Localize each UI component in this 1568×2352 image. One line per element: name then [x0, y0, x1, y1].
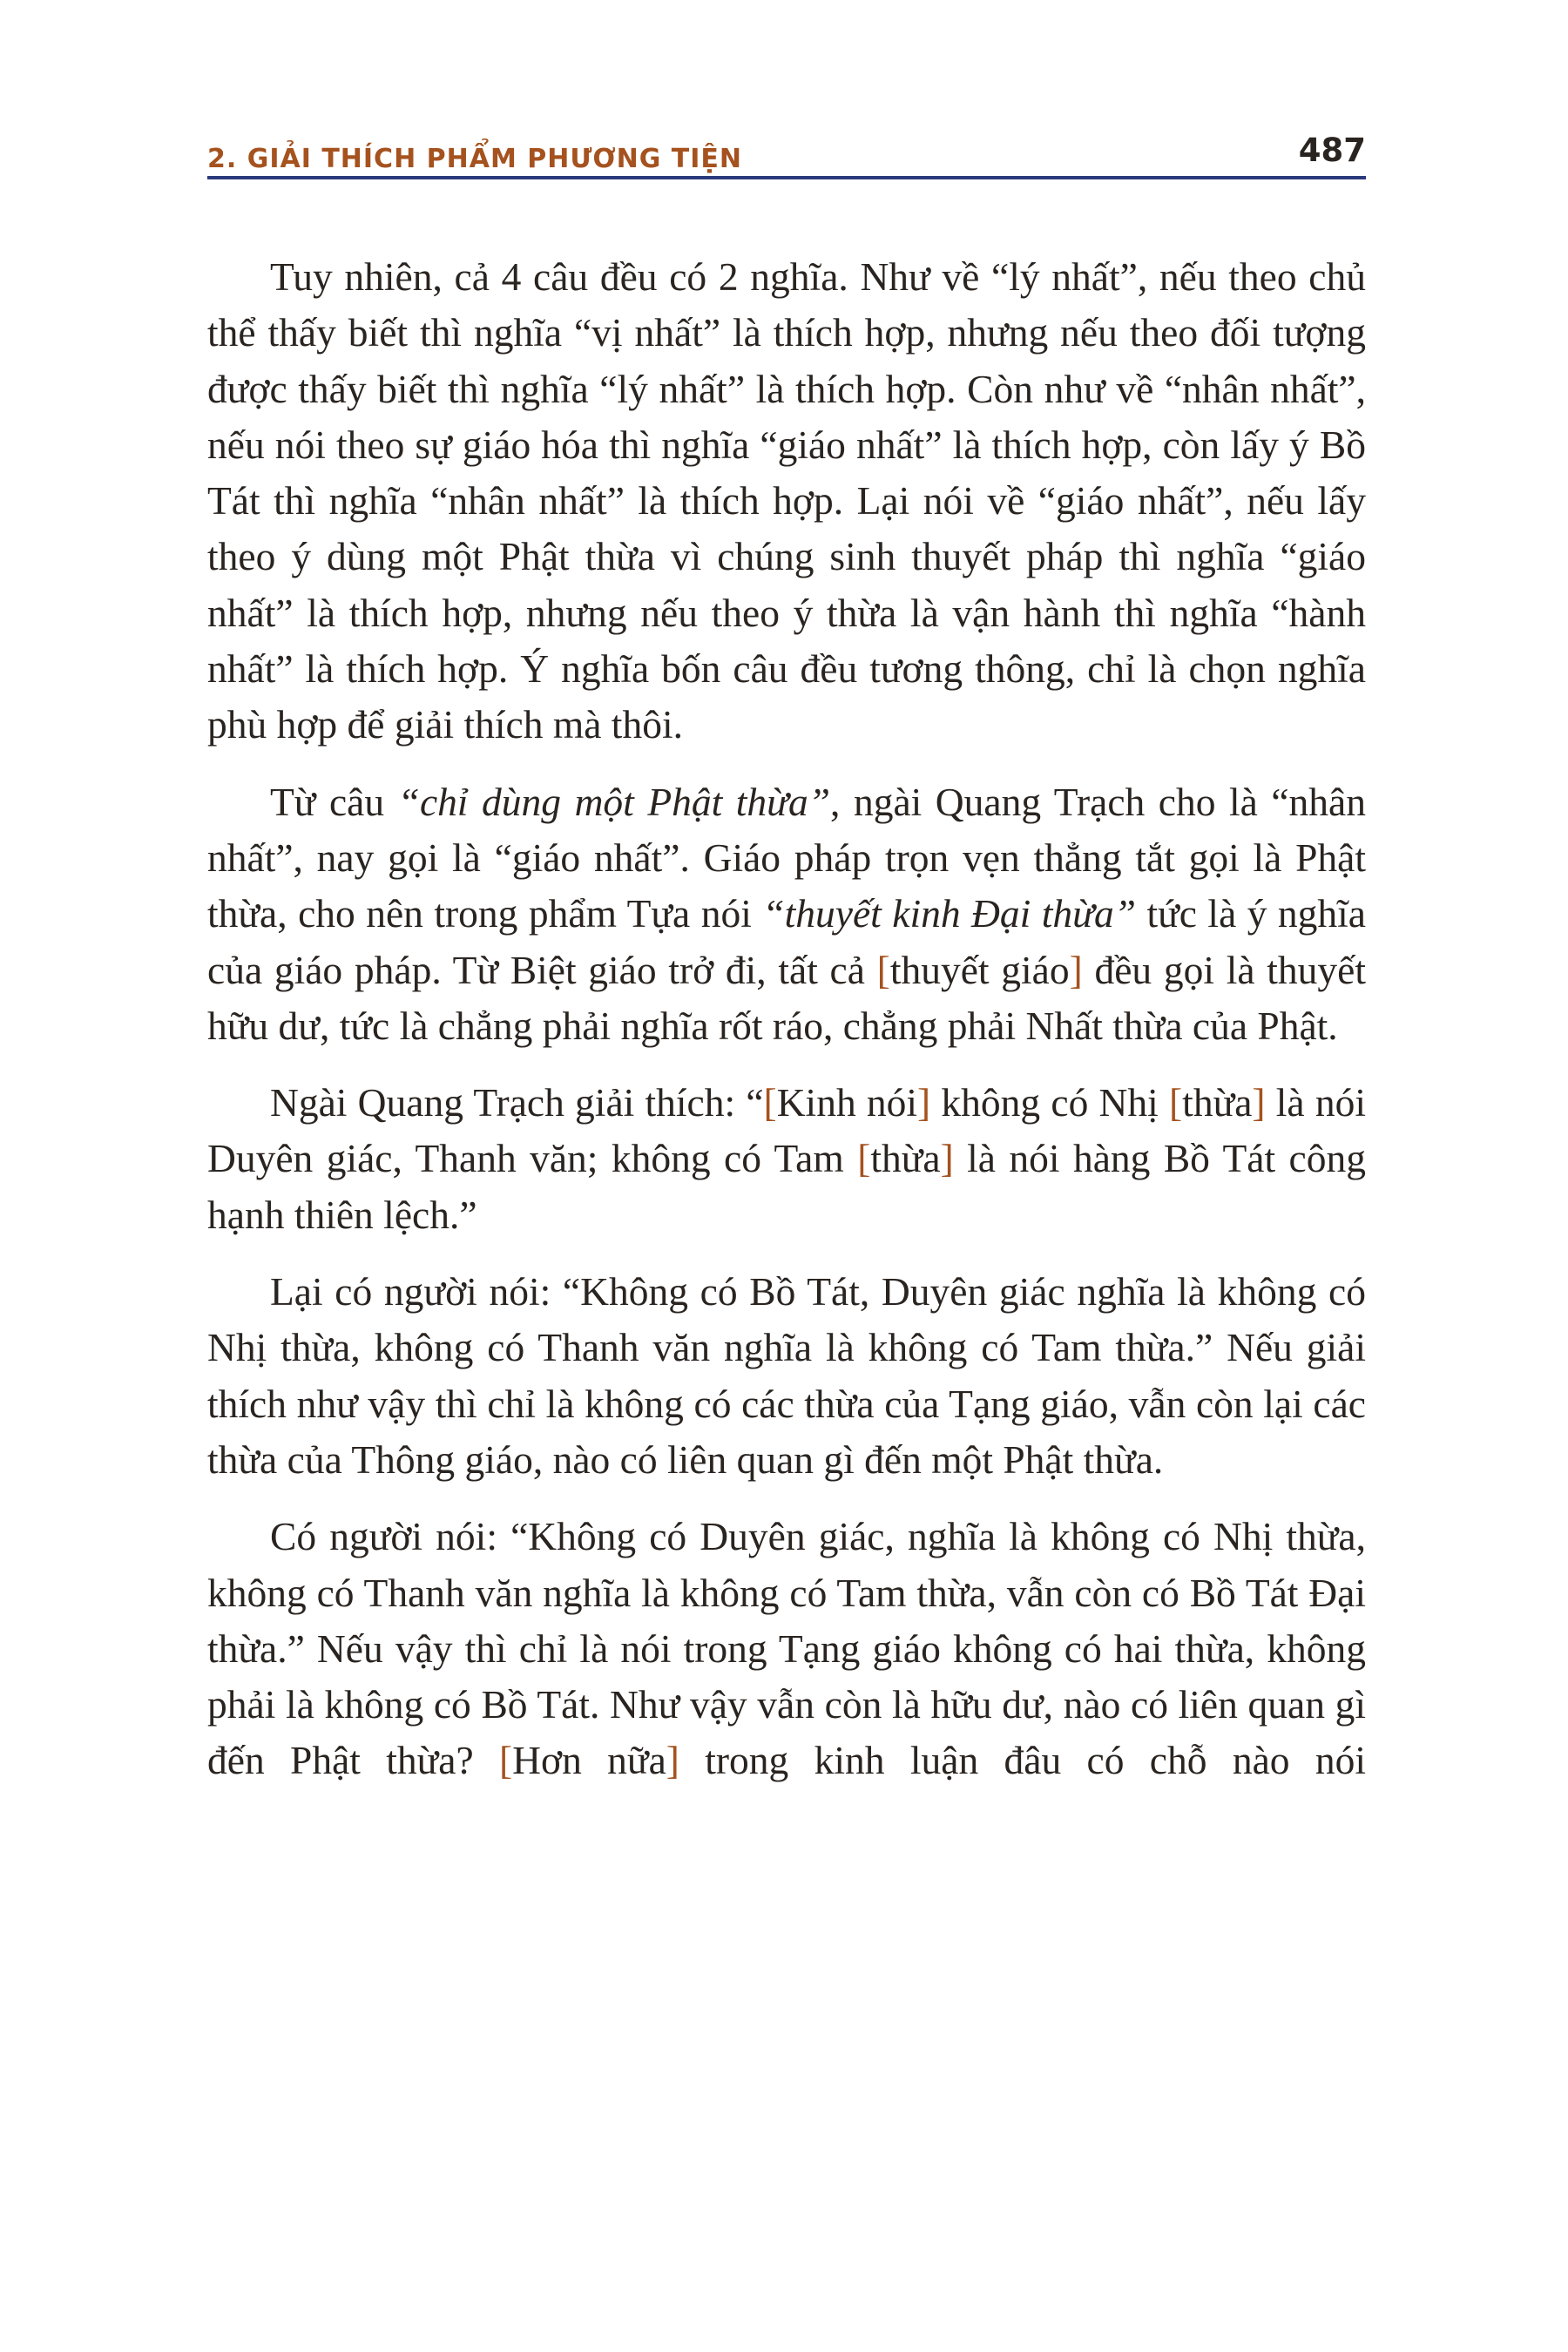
text-segment: Hơn nữa [512, 1738, 666, 1783]
header-rule [207, 176, 1366, 179]
chapter-title: 2. GIẢI THÍCH PHẨM PHƯƠNG TIỆN [207, 144, 743, 174]
body-text [207, 249, 1366, 1810]
editorial-bracket: ] [1069, 947, 1083, 992]
text-segment: thuyết giáo [889, 947, 1070, 992]
text-segment: Từ câu [270, 779, 398, 824]
text-segment: Lại có người nói: “Không có Bồ Tát, Duyên giác nghĩa là không có Nhị thừa, không có Thanh văn nghĩa là không có Tam thừa.” Nếu giải thích như vậy thì chỉ là không có các thừa của Tạng giáo, vẫn còn lại các thừa của Thông giáo, nào có liên quan gì đến một Phật thừa. [207, 1269, 1366, 1482]
text-segment: không có Nhị [930, 1080, 1170, 1125]
text-segment: Có người nói: “Không có Duyên giác, nghĩa là không có Nhị thừa, không có Thanh văn nghĩa là không có Tam thừa, vẫn còn có Bồ Tát Đại thừa.” Nếu vậy thì chỉ là nói trong Tạng giáo không có hai thừa, không phải là không có Bồ Tát. Như vậy vẫn còn là hữu dư, nào có liên quan gì đến Phật thừa? [207, 1514, 1366, 1783]
editorial-bracket: ] [917, 1080, 931, 1125]
editorial-bracket: [ [499, 1738, 513, 1783]
paragraph [207, 774, 1366, 1054]
text-segment: tức là ý nghĩa của giáo pháp. Từ Biệt giáo trở đi, tất cả [207, 891, 1367, 992]
text-segment: trong kinh luận đâu có chỗ nào nói [679, 1738, 1366, 1783]
editorial-bracket: [ [876, 947, 890, 992]
paragraph [207, 1075, 1366, 1243]
running-header [207, 127, 1366, 179]
editorial-bracket: ] [666, 1738, 679, 1783]
editorial-bracket: [ [763, 1080, 777, 1125]
editorial-bracket: ] [1252, 1080, 1266, 1125]
text-segment: là nói hàng Bồ Tát công hạnh thiên lệch.” [207, 1136, 1366, 1237]
text-segment: Ngài Quang Trạch giải thích: “ [270, 1080, 764, 1125]
text-segment: Kinh nói [776, 1080, 918, 1125]
text-segment: thừa [870, 1136, 941, 1181]
text-segment: Tuy nhiên, cả 4 câu đều có 2 nghĩa. Như về “lý nhất”, nếu theo chủ thể thấy biết thì nghĩa “vị nhất” là thích hợp, nhưng nếu theo đối tượng được thấy biết thì nghĩa “lý nhất” là thích hợp. Còn như về “nhân nhất”, nếu nói theo sự giáo hóa thì nghĩa “giáo nhất” là thích hợp, còn lấy ý Bồ Tát thì nghĩa “nhân nhất” là thích hợp. Lại nói về “giáo nhất”, nếu lấy theo ý dùng một Phật thừa vì chúng sinh thuyết pháp thì nghĩa “giáo nhất” là thích hợp, nhưng nếu theo ý thừa là vận hành thì nghĩa “hành nhất” là thích hợp. Ý nghĩa bốn câu đều tương thông, chỉ là chọn nghĩa phù hợp để giải thích mà thôi. [207, 254, 1366, 747]
editorial-bracket: ] [940, 1136, 954, 1181]
page-number: 487 [1298, 132, 1366, 169]
paragraph [207, 1509, 1366, 1788]
italic-quote: “thuyết kinh Đại thừa” [762, 891, 1137, 936]
text-segment: thừa [1182, 1080, 1253, 1125]
paragraph [207, 1264, 1366, 1488]
text-segment: là nói Duyên giác, Thanh văn; không có Tam [207, 1080, 1366, 1181]
text-segment: , ngài Quang Trạch cho là “nhân nhất”, nay gọi là “giáo nhất”. Giáo pháp trọn vẹn thẳng tắt gọi là Phật thừa, cho nên trong phẩm Tựa nói [207, 779, 1366, 936]
editorial-bracket: [ [1169, 1080, 1183, 1125]
italic-quote: “chỉ dùng một Phật thừa” [397, 779, 831, 824]
paragraph [207, 249, 1366, 754]
editorial-bracket: [ [857, 1136, 871, 1181]
text-segment: đều gọi là thuyết hữu dư, tức là chẳng phải nghĩa rốt ráo, chẳng phải Nhất thừa của Phật. [207, 947, 1366, 1048]
